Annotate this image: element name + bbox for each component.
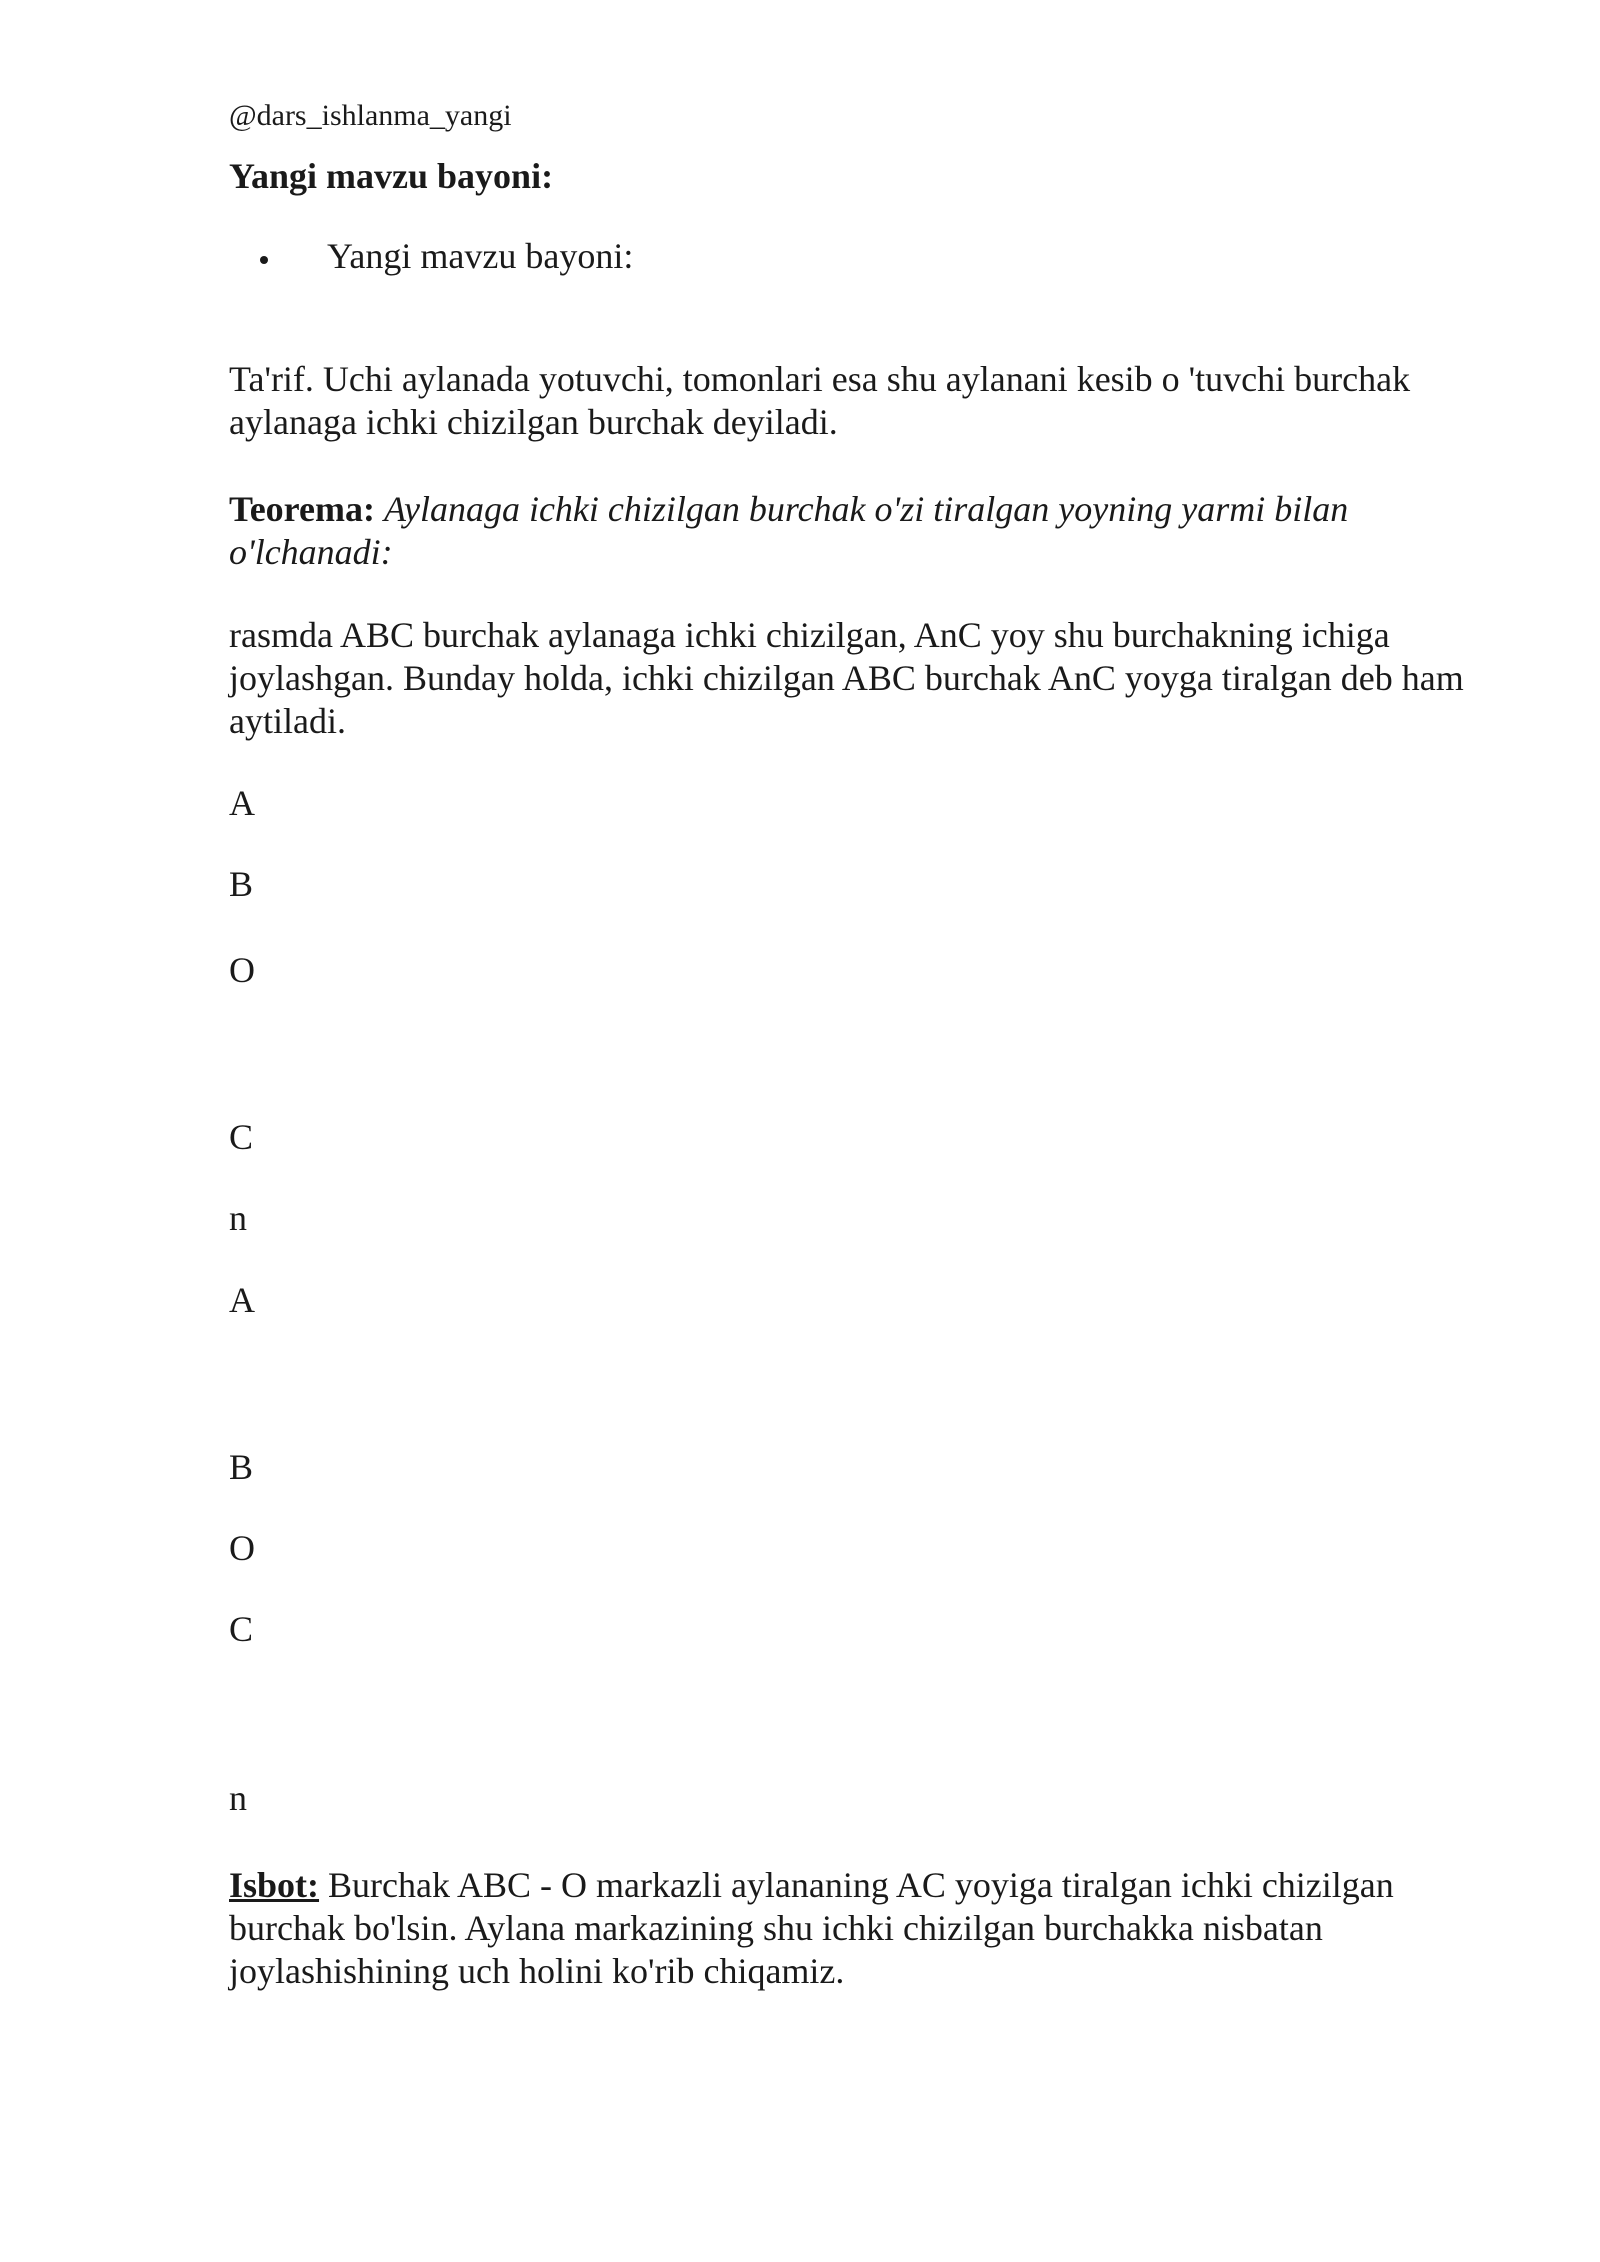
bullet-icon: [260, 256, 268, 264]
figure-label-a: A: [229, 783, 255, 823]
proof-paragraph: [229, 1864, 1469, 1993]
channel-handle: @dars_ishlanma_yangi: [229, 99, 512, 132]
bullet-text: Yangi mavzu bayoni:: [327, 236, 634, 276]
figure-label-a: A: [229, 1280, 255, 1320]
figure-label-c: C: [229, 1117, 254, 1157]
section-heading: Yangi mavzu bayoni:: [229, 156, 554, 196]
theorem-text: Aylanaga ichki chizilgan burchak o'zi tiralgan yoyning yarmi bilan o'lchanadi:: [229, 489, 1349, 572]
proof-label: Isbot:: [229, 1865, 320, 1905]
definition-paragraph: Ta'rif. Uchi aylanada yotuvchi, tomonlari esa shu aylanani kesib o 'tuvchi burchak aylanaga ichki chizilgan burchak deyiladi.: [229, 359, 1411, 442]
figure-label-o: O: [229, 1528, 255, 1568]
description-paragraph: rasmda ABC burchak aylanaga ichki chizilgan, AnC yoy shu burchakning ichiga joylashgan. Bunday holda, ichki chizilgan ABC burchak AnC yoyga tiralgan deb ham aytiladi.: [229, 615, 1464, 741]
figure-label-o: O: [229, 950, 255, 990]
theorem-paragraph: [229, 488, 1469, 574]
figure-label-n: n: [229, 1778, 247, 1818]
figure-label-c: C: [229, 1609, 254, 1649]
figure-label-n: n: [229, 1198, 247, 1238]
figure-label-b: B: [229, 864, 254, 904]
theorem-label: Teorema:: [229, 489, 375, 529]
figure-label-b: B: [229, 1447, 254, 1487]
proof-text: Burchak ABC - O markazli aylananing AC yoyiga tiralgan ichki chizilgan burchak bo'lsin. Aylana markazining shu ichki chizilgan burchakka nisbatan joylashishining uch holini ko'rib chiqamiz.: [229, 1865, 1394, 1991]
